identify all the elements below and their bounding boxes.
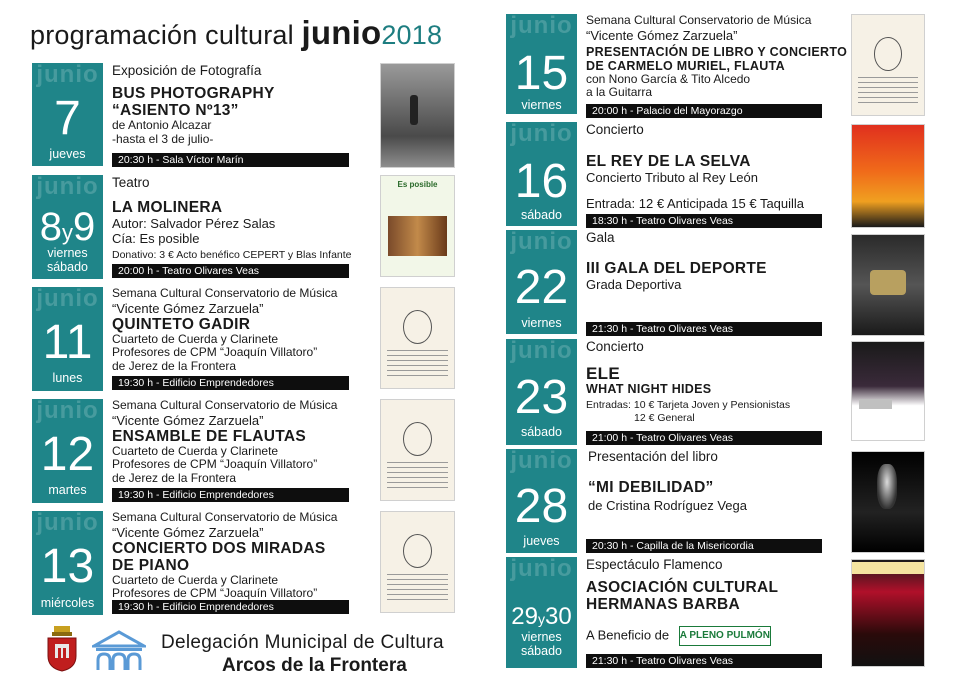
date-box <box>506 14 577 114</box>
day-number: 15 <box>514 47 569 100</box>
weekday: sábado <box>520 425 562 439</box>
event-subcategory: “Vicente Gómez Zarzuela” <box>112 412 264 428</box>
weekday: lunes <box>52 371 83 385</box>
event-time: 20:00 h - Palacio del Mayorazgo <box>586 104 822 118</box>
event-content <box>586 14 847 100</box>
event-time: 19:30 h - Edificio Emprendedores <box>112 600 349 614</box>
event-category: Gala <box>586 230 615 245</box>
event-title-2: HERMANAS BARBA <box>586 596 741 613</box>
date-box <box>506 122 577 226</box>
date-ghost-month: junio <box>510 230 573 255</box>
event-poster-semana <box>851 14 925 116</box>
event-15 <box>506 14 926 124</box>
day-number: 28 <box>514 480 569 533</box>
event-detail: Grada Deportiva <box>586 277 682 292</box>
day-number: 16 <box>514 155 569 208</box>
title-month: junio <box>301 14 382 51</box>
event-title: EL REY DE LA SELVA <box>586 153 751 170</box>
weekday: viernes <box>521 630 562 644</box>
day-conjunction: y <box>538 611 545 627</box>
event-22 <box>506 230 926 340</box>
poster-tree <box>403 534 432 568</box>
date-box <box>506 449 577 553</box>
day-number: 7 <box>54 92 81 145</box>
day-number: 12 <box>40 428 95 481</box>
event-title: BUS PHOTOGRAPHY <box>112 85 275 102</box>
event-poster-rey <box>851 124 925 228</box>
event-detail: Profesores de CPM “Joaquín Villatoro” <box>112 457 318 471</box>
date-ghost-month: junio <box>510 122 573 147</box>
event-category: Presentación del libro <box>588 449 718 464</box>
event-category: Concierto <box>586 122 644 137</box>
event-title: LA MOLINERA <box>112 199 223 216</box>
event-detail: Cuarteto de Cuerda y Clarinete <box>112 572 279 587</box>
day-number: 22 <box>514 261 569 314</box>
poster-rows <box>858 77 919 103</box>
event-content <box>112 511 337 601</box>
event-content <box>112 399 337 485</box>
date-box <box>32 399 103 503</box>
event-detail: de Cristina Rodríguez Vega <box>588 498 747 513</box>
poster-tree <box>403 422 432 456</box>
event-title: PRESENTACIÓN DE LIBRO Y CONCIERTO <box>586 44 848 59</box>
event-time: 21:30 h - Teatro Olivares Veas <box>586 654 822 668</box>
weekday: viernes <box>521 98 562 112</box>
event-detail: Entradas: 10 € Tarjeta Joven y Pensionistas <box>586 399 791 411</box>
event-detail: Donativo: 3 € Acto benéfico CEPERT y Blas Infante <box>112 249 352 261</box>
event-time: 20:00 h - Teatro Olivares Veas <box>112 264 349 278</box>
event-poster-semana <box>380 399 455 501</box>
date-ghost-month: junio <box>36 63 99 88</box>
event-category: Semana Cultural Conservatorio de Música <box>112 398 338 412</box>
event-title: ENSAMBLE DE FLAUTAS <box>112 427 306 445</box>
event-title-2: WHAT NIGHT HIDES <box>586 382 712 396</box>
event-detail: 12 € General <box>634 411 695 424</box>
event-title: III GALA DEL DEPORTE <box>586 260 767 277</box>
event-title: “MI DEBILIDAD” <box>588 479 714 496</box>
weekday: martes <box>48 483 87 497</box>
event-benefit <box>586 626 778 646</box>
coat-of-arms-icon <box>46 626 78 672</box>
weekday-2: sábado <box>520 644 562 658</box>
event-time: 18:30 h - Teatro Olivares Veas <box>586 214 822 228</box>
event-poster-flamenco <box>851 559 925 667</box>
event-detail: Profesores de CPM “Joaquín Villatoro” <box>112 345 318 359</box>
day-start: 29 <box>511 603 538 630</box>
event-detail: con Nono García & Tito Alcedo <box>586 71 751 86</box>
event-poster-semana <box>380 287 455 389</box>
building-arches-icon <box>92 630 146 672</box>
date-box <box>506 339 577 445</box>
event-category: Concierto <box>586 339 644 354</box>
date-ghost-month: junio <box>36 287 99 312</box>
event-title: QUINTETO GADIR <box>112 315 251 333</box>
event-subcategory: “Vicente Gómez Zarzuela” <box>112 300 264 316</box>
poster-tree <box>403 310 432 344</box>
event-detail: Cía: Es posible <box>112 231 200 246</box>
event-detail: Profesores de CPM “Joaquín Villatoro” <box>112 586 318 600</box>
event-category: Semana Cultural Conservatorio de Música <box>112 510 338 524</box>
date-box <box>32 63 103 166</box>
event-content <box>112 63 275 146</box>
event-poster-debilidad <box>851 451 925 553</box>
footer-organization: Delegación Municipal de Cultura <box>161 632 444 653</box>
event-poster-photo <box>380 63 455 168</box>
weekday: jueves <box>49 147 86 161</box>
event-time: 20:30 h - Capilla de la Misericordia <box>586 539 822 553</box>
pleno-pulmon-logo: A PLENO PULMÓN <box>679 626 771 646</box>
date-ghost-month: junio <box>36 175 99 200</box>
weekday: sábado <box>520 208 562 222</box>
poster-rows <box>387 462 448 488</box>
event-category: Teatro <box>112 175 150 190</box>
poster-caption: Es posible <box>397 180 438 189</box>
event-detail: de Jerez de la Frontera <box>112 358 237 373</box>
day-end: 9 <box>73 205 96 249</box>
event-content <box>586 557 778 646</box>
event-time: 19:30 h - Edificio Emprendedores <box>112 376 349 390</box>
event-detail: Concierto Tributo al Rey León <box>586 170 758 185</box>
weekday: viernes <box>521 316 562 330</box>
event-detail: a la Guitarra <box>586 85 653 99</box>
day-end: 30 <box>545 603 572 630</box>
event-content <box>112 287 337 373</box>
date-box <box>506 557 577 668</box>
poster-tree <box>874 37 903 71</box>
day-conjunction: y <box>62 220 73 245</box>
event-detail: Cuarteto de Cuerda y Clarinete <box>112 443 279 458</box>
date-ghost-month: junio <box>510 449 573 474</box>
date-ghost-month: junio <box>510 339 573 364</box>
date-box <box>32 511 103 615</box>
event-16 <box>506 122 926 232</box>
date-box <box>506 230 577 334</box>
event-title: ASOCIACIÓN CULTURAL <box>586 579 779 596</box>
event-time: 20:30 h - Sala Víctor Marín <box>112 153 349 167</box>
event-13 <box>32 511 457 621</box>
footer-city: Arcos de la Frontera <box>222 655 407 676</box>
date-ghost-month: junio <box>36 511 99 536</box>
date-box <box>32 287 103 391</box>
event-content <box>588 449 747 513</box>
event-subcategory: “Vicente Gómez Zarzuela” <box>586 27 738 43</box>
event-category: Semana Cultural Conservatorio de Música <box>112 286 338 300</box>
event-poster-ele <box>851 341 925 441</box>
event-title-2: DE CARMELO MURIEL, FLAUTA <box>586 58 785 73</box>
event-title-2: DE PIANO <box>112 556 190 574</box>
day-start: 8 <box>39 205 62 249</box>
event-28 <box>506 449 926 559</box>
day-number: 11 <box>42 316 93 369</box>
event-content <box>586 230 767 292</box>
event-7 <box>32 63 457 173</box>
event-category: Semana Cultural Conservatorio de Música <box>586 13 812 27</box>
event-content <box>586 339 790 424</box>
event-content <box>586 122 804 211</box>
event-29-30 <box>506 557 926 672</box>
event-detail: de Antonio Alcazar <box>112 118 212 132</box>
page-title <box>30 14 442 52</box>
event-category: Espectáculo Flamenco <box>586 557 723 572</box>
event-content <box>112 175 352 262</box>
event-12 <box>32 399 457 509</box>
event-detail: -hasta el 3 de julio- <box>112 131 214 146</box>
weekday-2: sábado <box>46 260 88 274</box>
event-23 <box>506 339 926 449</box>
event-detail: de Jerez de la Frontera <box>112 470 237 485</box>
poster-image <box>388 216 446 256</box>
event-time: 19:30 h - Edificio Emprendedores <box>112 488 349 502</box>
date-ghost-month: junio <box>510 557 573 582</box>
date-ghost-month: junio <box>510 14 573 39</box>
event-poster-gala <box>851 234 925 336</box>
event-poster-molinera <box>380 175 455 277</box>
weekday: miércoles <box>40 596 95 610</box>
benefit-label: A Beneficio de <box>586 627 670 643</box>
poster-rows <box>387 574 448 600</box>
event-subcategory: “Vicente Gómez Zarzuela” <box>112 524 264 540</box>
title-prefix: programación cultural <box>30 20 302 50</box>
event-8-9 <box>32 175 457 285</box>
event-detail: Cuarteto de Cuerda y Clarinete <box>112 331 279 346</box>
event-category: Exposición de Fotografía <box>112 63 262 78</box>
event-11 <box>32 287 457 397</box>
day-number: 23 <box>514 371 569 424</box>
event-title: ELE <box>586 364 620 383</box>
event-detail: Autor: Salvador Pérez Salas <box>112 216 276 231</box>
event-poster-semana <box>380 511 455 613</box>
date-box <box>32 175 103 279</box>
event-title-2: “ASIENTO Nº13” <box>112 102 239 119</box>
weekday: viernes <box>47 246 88 260</box>
event-detail: Entrada: 12 € Anticipada 15 € Taquilla <box>586 196 805 211</box>
date-ghost-month: junio <box>36 399 99 424</box>
poster-rows <box>387 350 448 376</box>
event-time: 21:00 h - Teatro Olivares Veas <box>586 431 822 445</box>
event-time: 21:30 h - Teatro Olivares Veas <box>586 322 822 336</box>
day-number: 13 <box>40 540 95 593</box>
weekday: jueves <box>523 534 560 548</box>
event-title: CONCIERTO DOS MIRADAS <box>112 539 326 557</box>
title-year: 2018 <box>381 20 443 50</box>
